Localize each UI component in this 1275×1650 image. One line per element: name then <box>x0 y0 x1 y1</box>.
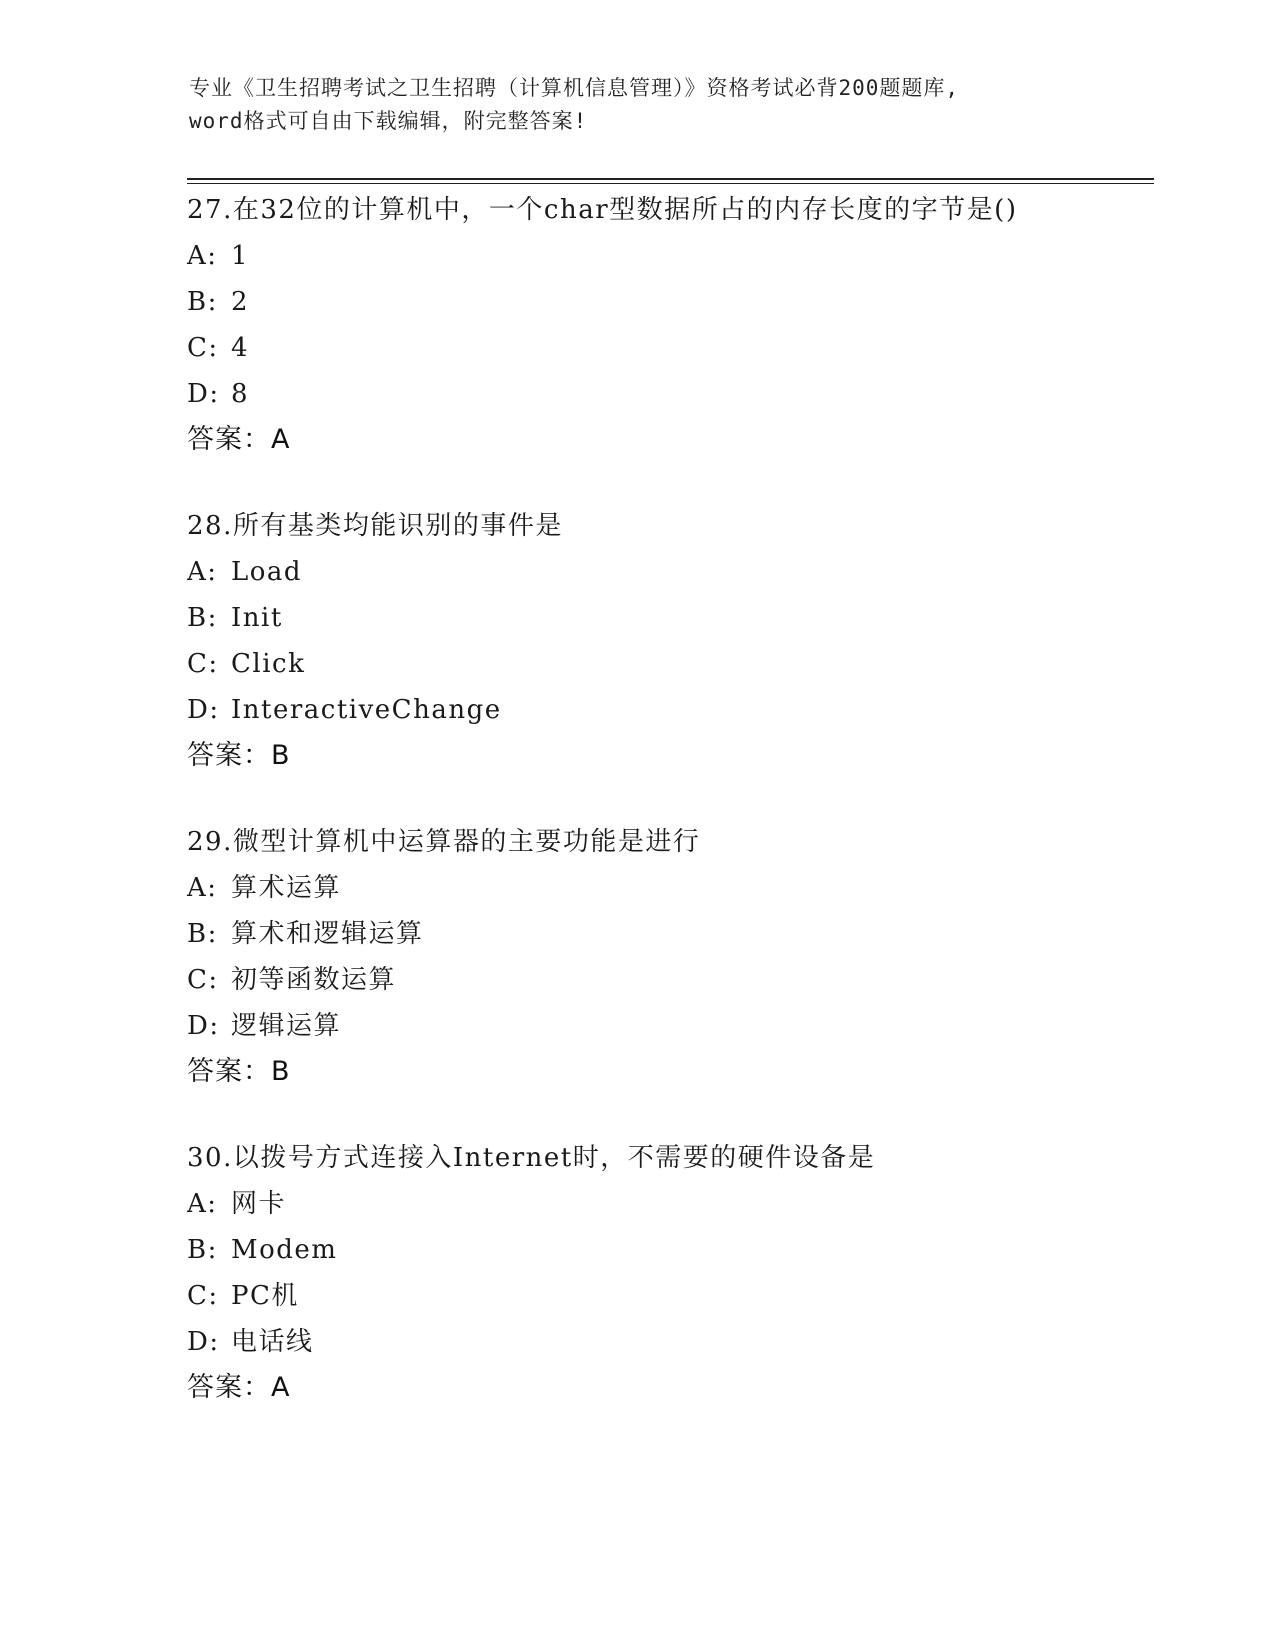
document-header <box>189 72 1089 138</box>
option-label: D: <box>187 695 220 725</box>
option-text: 初等函数运算 <box>231 965 397 995</box>
option-text: 网卡 <box>231 1189 287 1219</box>
option-text: 逻辑运算 <box>231 1011 342 1041</box>
option-label: B: <box>187 1235 218 1265</box>
option-text: 算术运算 <box>231 873 342 903</box>
question-28 <box>187 503 1147 779</box>
answer-text: 答案：B <box>187 740 291 771</box>
question-stem: 27.在32位的计算机中，一个char型数据所占的内存长度的字节是() <box>187 195 1018 225</box>
answer-text: 答案：A <box>187 424 291 455</box>
header-divider-thick <box>187 178 1154 180</box>
option-label: B: <box>187 919 218 949</box>
header-title-line: 专业《卫生招聘考试之卫生招聘（计算机信息管理）》资格考试必背200题题库, <box>189 76 960 100</box>
option-text: 1 <box>231 241 250 271</box>
answer-text: 答案：A <box>187 1372 291 1403</box>
option-b <box>187 911 1147 957</box>
option-label: C: <box>187 965 219 995</box>
option-text: Load <box>231 557 303 587</box>
option-a <box>187 549 1147 595</box>
option-label: A: <box>187 873 218 903</box>
option-c <box>187 325 1147 371</box>
option-label: A: <box>187 1189 218 1219</box>
option-b <box>187 1227 1147 1273</box>
option-text: Modem <box>231 1235 338 1265</box>
option-d <box>187 687 1147 733</box>
option-text: 电话线 <box>231 1327 314 1357</box>
option-label: C: <box>187 333 219 363</box>
option-d <box>187 371 1147 417</box>
option-c <box>187 641 1147 687</box>
option-b <box>187 279 1147 325</box>
option-label: D: <box>187 1011 220 1041</box>
option-text: InteractiveChange <box>231 695 502 725</box>
option-a <box>187 233 1147 279</box>
option-a <box>187 865 1147 911</box>
option-text: Init <box>231 603 283 633</box>
question-29 <box>187 819 1147 1095</box>
option-label: D: <box>187 379 220 409</box>
option-text: Click <box>231 649 306 679</box>
question-stem: 30.以拨号方式连接入Internet时，不需要的硬件设备是 <box>187 1143 876 1173</box>
option-text: PC机 <box>231 1281 299 1311</box>
option-d <box>187 1319 1147 1365</box>
question-stem: 29.微型计算机中运算器的主要功能是进行 <box>187 827 701 857</box>
option-text: 算术和逻辑运算 <box>231 919 424 949</box>
option-label: D: <box>187 1327 220 1357</box>
option-text: 8 <box>231 379 250 409</box>
header-divider-thin <box>187 183 1154 184</box>
option-d <box>187 1003 1147 1049</box>
option-text: 4 <box>231 333 250 363</box>
option-label: A: <box>187 241 218 271</box>
option-b <box>187 595 1147 641</box>
option-label: B: <box>187 287 218 317</box>
header-subtitle-line: word格式可自由下载编辑，附完整答案! <box>189 109 588 133</box>
question-30 <box>187 1135 1147 1411</box>
question-stem: 28.所有基类均能识别的事件是 <box>187 511 563 541</box>
option-c <box>187 957 1147 1003</box>
option-c <box>187 1273 1147 1319</box>
option-label: B: <box>187 603 218 633</box>
option-label: C: <box>187 1281 219 1311</box>
question-27 <box>187 187 1147 463</box>
option-text: 2 <box>231 287 250 317</box>
option-a <box>187 1181 1147 1227</box>
option-label: C: <box>187 649 219 679</box>
option-label: A: <box>187 557 218 587</box>
answer-text: 答案：B <box>187 1056 291 1087</box>
